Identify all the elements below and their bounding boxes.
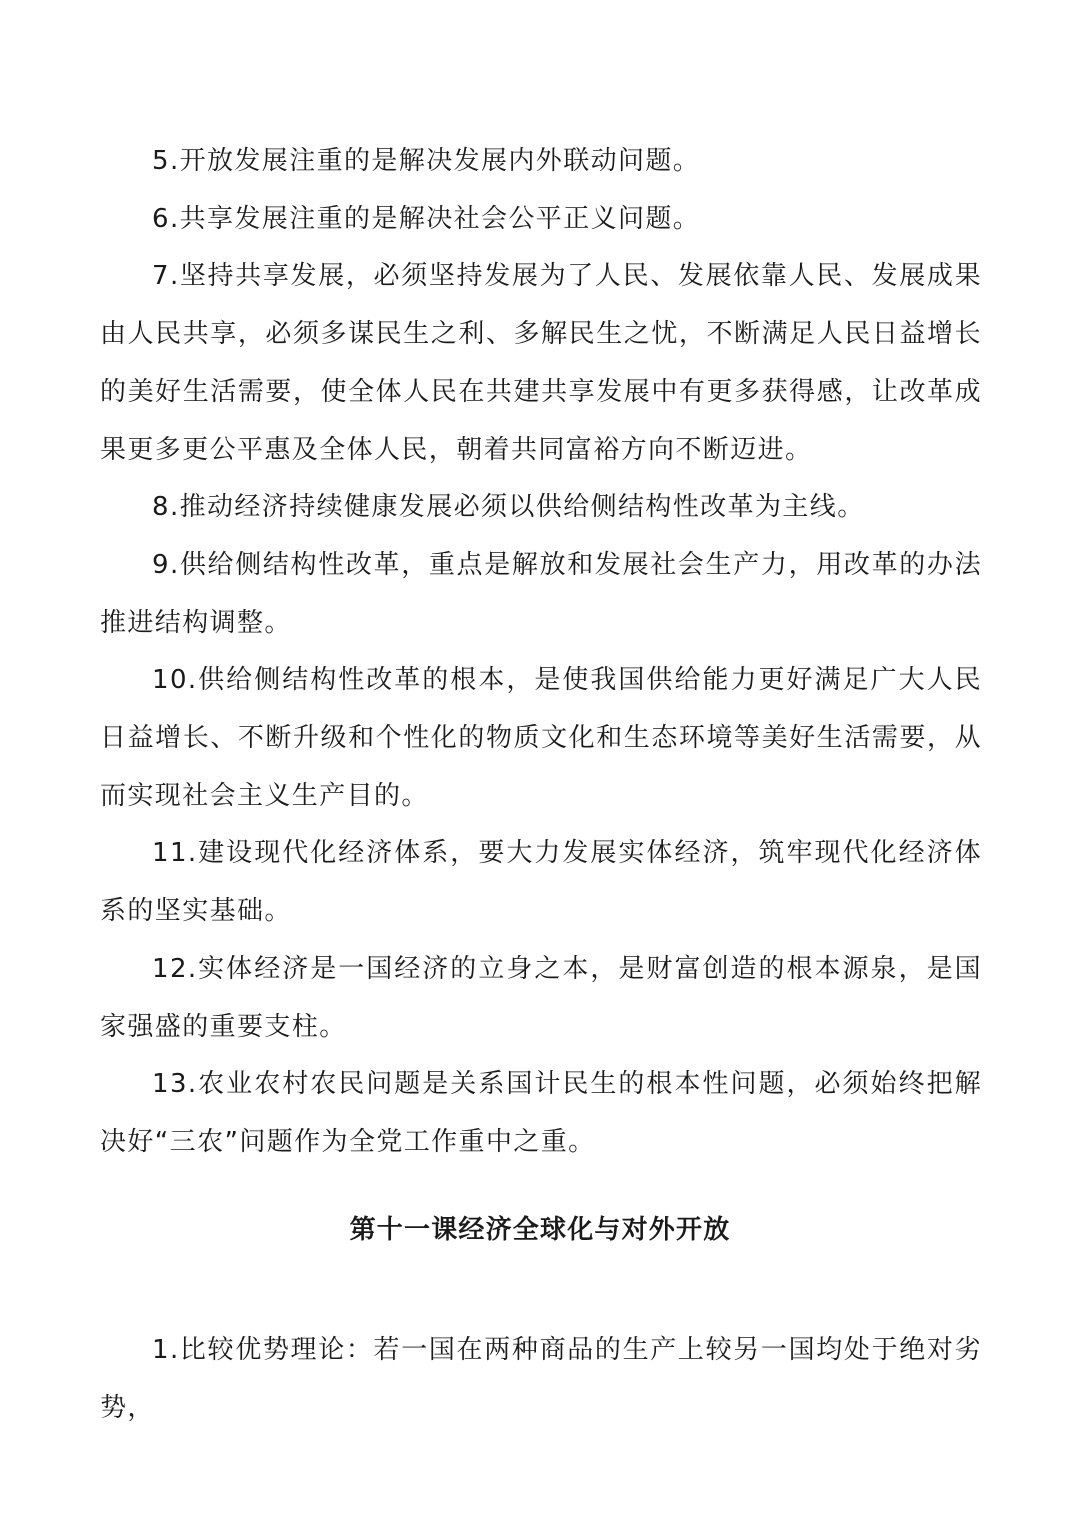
paragraph-13: 13.农业农村农民问题是关系国计民生的根本性问题，必须始终把解决好“三农”问题作为全党工作重中之重。 <box>100 1069 982 1157</box>
paragraph-6: 6.共享发展注重的是解决社会公平正义问题。 <box>152 203 701 234</box>
section-heading: 第十一课经济全球化与对外开放 <box>349 1215 731 1245</box>
paragraph-11: 11.建设现代化经济体系，要大力发展实体经济，筑牢现代化经济体系的坚实基础。 <box>100 838 982 927</box>
paragraph-12: 12.实体经济是一国经济的立身之本，是财富创造的根本源泉，是国家强盛的重要支柱。 <box>100 953 982 1042</box>
document-body <box>100 133 982 1172</box>
paragraph-8: 8.推动经济持续健康发展必须以供给侧结构性改革为主线。 <box>152 492 865 523</box>
paragraph-9: 9.供给侧结构性改革，重点是解放和发展社会生产力，用改革的办法推进结构调整。 <box>100 549 982 638</box>
paragraph-5: 5.开放发展注重的是解决发展内外联动问题。 <box>152 146 701 176</box>
section-body <box>100 1322 982 1437</box>
section-paragraph-1: 1.比较优势理论：若一国在两种商品的生产上较另一国均处于绝对劣势， <box>100 1335 982 1423</box>
paragraph-7: 7.坚持共享发展，必须坚持发展为了人民、发展依靠人民、发展成果由人民共享，必须多谋民生之利、多解民生之忧，不断满足人民日益增长的美好生活需要，使全体人民在共建共享发展中有更多获得感，让改革成果更多更公平惠及全体人民，朝着共同富裕方向不断迈进。 <box>100 261 982 465</box>
paragraph-10: 10.供给侧结构性改革的根本，是使我国供给能力更好满足广大人民日益增长、不断升级和个性化的物质文化和生态环境等美好生活需要，从而实现社会主义生产目的。 <box>100 665 982 811</box>
